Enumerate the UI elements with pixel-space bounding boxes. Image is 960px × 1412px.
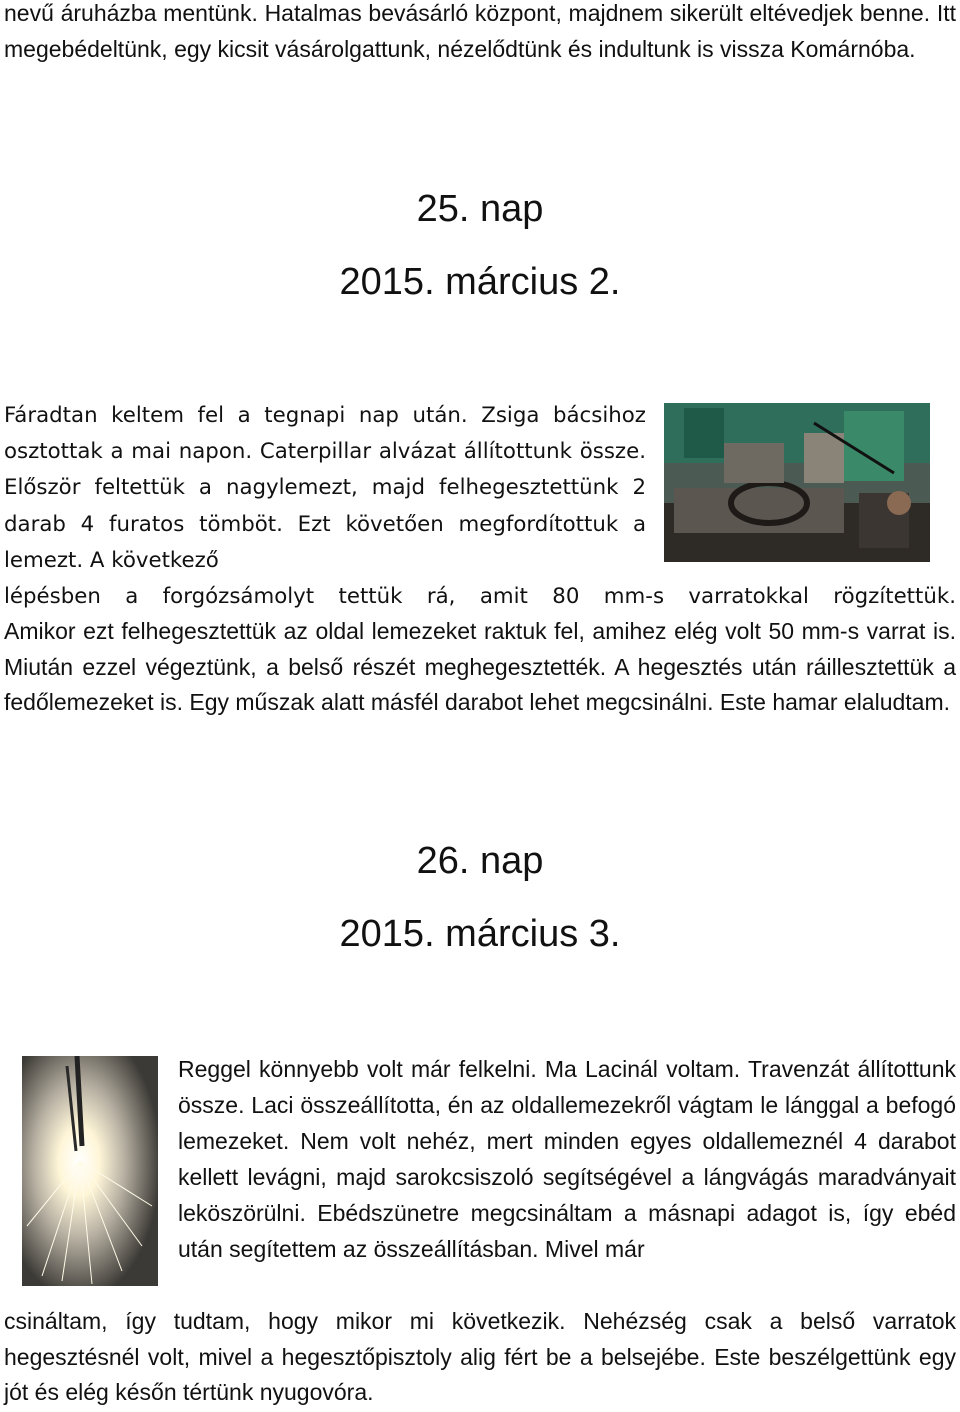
day-25-date: 2015. március 2. [339, 261, 621, 303]
day-26-date: 2015. március 3. [339, 913, 621, 955]
intro-paragraph: nevű áruházba mentünk. Hatalmas bevásárló központ, majdnem sikerült eltévedjek benne. Itt megebédeltünk, egy kicsit vásárolgattunk, nézelődtünk és indultunk is vissza Komárnóba. [4, 0, 956, 62]
day-26-title: 26. nap [416, 840, 544, 882]
day-25-full-text-2: Amikor ezt felhegesztettük az oldal lemezeket raktuk fel, amihez elég volt 50 mm-s varrat is. Miután ezzel végeztünk, a belső részét meghegesztették. A hegesztés után ráillesztettük a fedőlemezeket is. Egy műszak alatt másfél darabot lehet megcsinálni. Este hamar elaludtam. [4, 618, 956, 715]
day-26-wrapped-text: Reggel könnyebb volt már felkelni. Ma Lacinál voltam. Travenzát állítottunk össze. Laci összeállította, én az oldallemezekről vágtam le lánggal a befogó lemezeket. Nem volt nehéz, mert minden egyes oldallemeznél 4 darabot kellett levágni, majd sarokcsiszoló segítségével a lángvágás maradványait leköszörülni. Ebédszünetre megcsináltam a másnapi adagot is, így ebéd után segítettem az összeállításban. Mivel már [178, 1056, 956, 1262]
flame-cutting-photo [22, 1056, 158, 1286]
day-25-full-text-1: lépésben a forgózsámolyt tettük rá, amit 80 mm-s varratokkal rögzítettük. [4, 584, 956, 609]
day-25-wrapped-text: Fáradtan keltem fel a tegnapi nap után. Zsiga bácsihoz osztottak a mai napon. Caterpillar alvázat állítottunk össze. Először feltettük a nagylemezt, majd felhegesztettünk 2 darab 4 furatos tömböt. Ezt követően megfordítottuk a lemezt. A következő [4, 403, 646, 573]
workshop-photo [664, 403, 930, 562]
day-25-title: 25. nap [416, 188, 544, 230]
day-26-full-text: csináltam, így tudtam, hogy mikor mi következik. Nehézség csak a belső varratok hegesztésnél volt, mivel a hegesztőpisztoly alig fért be a belsejébe. Este beszélgettünk egy jót és elég későn tértünk nyugovóra. [4, 1308, 956, 1405]
